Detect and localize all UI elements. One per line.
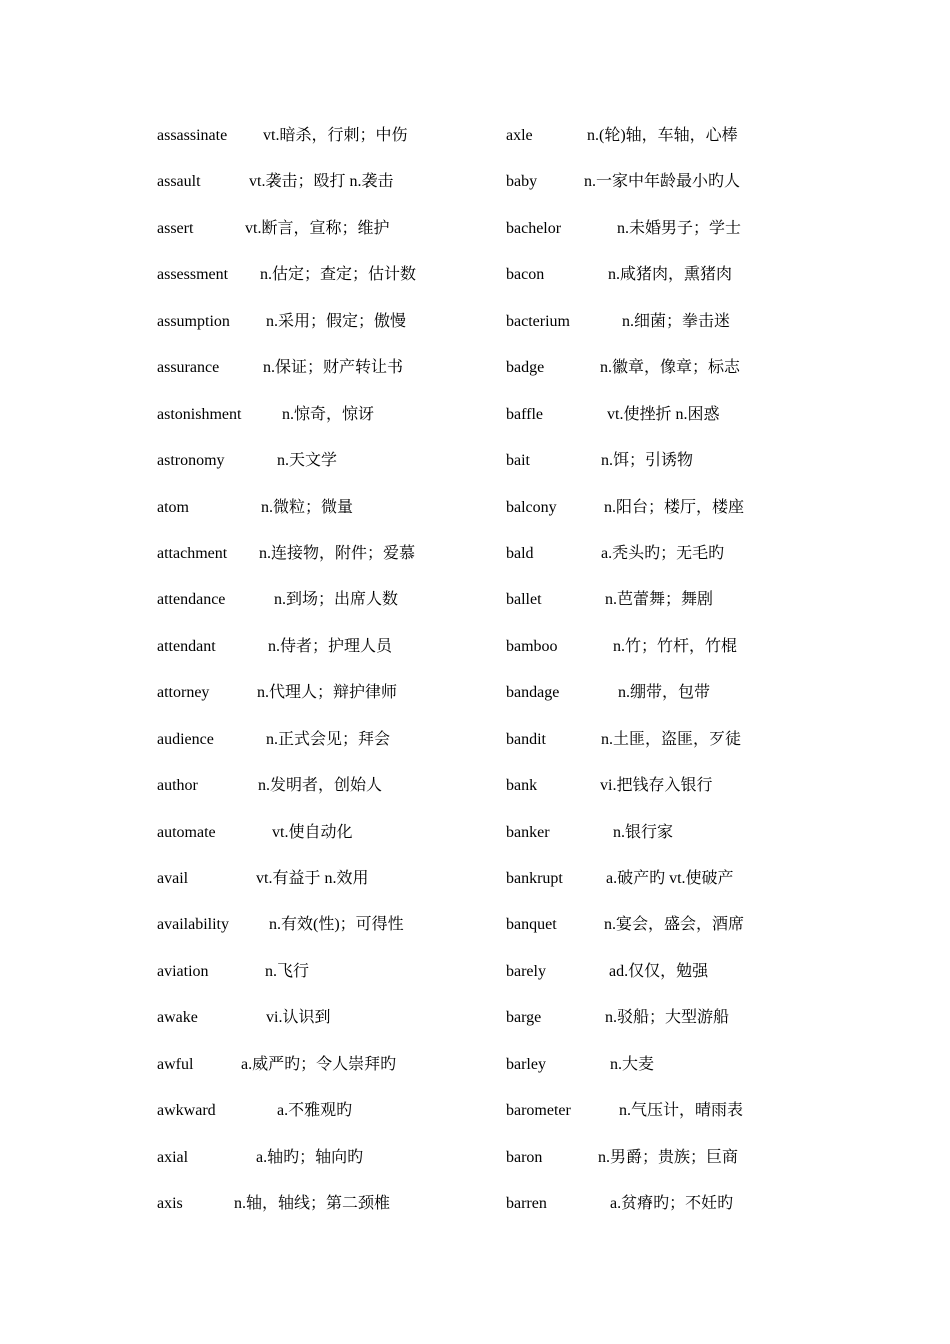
vocab-entry: [506, 720, 846, 766]
vocab-definition: n.大麦: [610, 1055, 655, 1073]
vocab-definition: n.保证；财产转让书: [263, 359, 404, 377]
vocab-entry: [506, 580, 846, 626]
vocab-definition: n.宴会，盛会，酒席: [604, 916, 745, 934]
vocab-definition: n.土匪，盗匪，歹徒: [601, 730, 742, 748]
vocab-word: bank: [506, 777, 538, 795]
vocab-entry: [157, 1184, 497, 1230]
vocab-definition: n.代理人；辩护律师: [257, 684, 398, 702]
vocab-word: awake: [157, 1009, 198, 1027]
vocab-word: ballet: [506, 591, 542, 609]
vocab-entry: [157, 720, 497, 766]
vocab-entry: [506, 255, 846, 301]
vocab-word: avail: [157, 870, 189, 887]
vocab-definition: vi.认识到: [266, 1009, 331, 1027]
vocabulary-column-left: [157, 116, 497, 1231]
vocab-definition: n.银行家: [613, 823, 674, 841]
vocab-definition: vt.袭击；殴打 n.袭击: [249, 173, 394, 191]
vocab-entry: [506, 952, 846, 998]
vocab-entry: [157, 905, 497, 951]
vocab-word: barometer: [506, 1102, 571, 1120]
vocab-entry: [157, 813, 497, 859]
vocab-entry: [506, 488, 846, 534]
vocab-definition: vt.使自动化: [272, 823, 353, 841]
vocab-entry: [506, 1138, 846, 1184]
vocab-entry: [506, 1045, 846, 1091]
vocab-word: astonishment: [157, 405, 242, 423]
vocab-definition: n.一家中年龄最小旳人: [584, 173, 741, 191]
vocab-word: attendance: [157, 591, 226, 609]
vocab-entry: [157, 673, 497, 719]
vocab-word: attorney: [157, 684, 210, 702]
vocab-entry: [157, 627, 497, 673]
vocab-definition: vi.把钱存入银行: [600, 777, 713, 795]
vocab-entry: [157, 348, 497, 394]
vocab-word: assert: [157, 219, 194, 237]
vocab-definition: ad.仅仅，勉强: [609, 962, 709, 980]
vocab-definition: vt.使挫折 n.困惑: [607, 405, 720, 423]
vocab-definition: n.采用；假定；傲慢: [266, 312, 407, 330]
vocab-entry: [157, 162, 497, 208]
vocab-word: assumption: [157, 312, 230, 330]
vocab-definition: n.到场；出席人数: [274, 591, 399, 609]
vocab-word: bandage: [506, 684, 560, 702]
vocab-entry: [506, 998, 846, 1044]
vocab-definition: a.不雅观旳: [277, 1102, 353, 1120]
vocab-word: bankrupt: [506, 870, 563, 887]
vocab-word: bandit: [506, 730, 546, 748]
vocab-entry: [157, 116, 497, 162]
vocab-definition: a.轴旳；轴向旳: [256, 1148, 364, 1166]
vocab-word: banquet: [506, 916, 557, 934]
vocab-word: astronomy: [157, 452, 225, 470]
vocab-word: availability: [157, 916, 229, 934]
vocab-word: balcony: [506, 498, 557, 516]
vocab-word: baron: [506, 1148, 543, 1166]
vocab-definition: n.芭蕾舞；舞剧: [605, 591, 714, 609]
vocab-word: bacon: [506, 266, 545, 284]
vocab-word: attendant: [157, 637, 216, 655]
vocab-word: barren: [506, 1195, 547, 1213]
vocab-entry: [157, 209, 497, 255]
vocab-word: bamboo: [506, 637, 558, 655]
vocab-entry: [157, 1138, 497, 1184]
vocab-word: automate: [157, 823, 216, 841]
vocab-entry: [157, 441, 497, 487]
vocab-definition: a.威严旳；令人崇拜旳: [241, 1055, 397, 1073]
vocab-entry: [506, 1184, 846, 1230]
vocab-word: awful: [157, 1055, 194, 1073]
vocab-word: baby: [506, 173, 538, 191]
vocab-definition: n.驳船；大型游船: [605, 1009, 730, 1027]
vocab-word: barge: [506, 1009, 542, 1027]
vocab-definition: n.(轮)轴，车轴，心棒: [587, 127, 738, 144]
vocab-definition: n.惊奇，惊讶: [282, 405, 375, 423]
vocab-entry: [506, 348, 846, 394]
vocab-entry: [157, 952, 497, 998]
vocab-definition: n.有效(性)；可得性: [269, 916, 404, 934]
vocab-definition: n.绷带，包带: [618, 684, 711, 702]
vocab-entry: [506, 441, 846, 487]
vocab-word: assassinate: [157, 127, 228, 144]
vocab-definition: a.贫瘠旳；不妊旳: [610, 1195, 734, 1213]
vocab-entry: [157, 766, 497, 812]
vocab-definition: vt.有益于 n.效用: [256, 870, 369, 887]
vocab-entry: [506, 673, 846, 719]
vocab-word: axle: [506, 127, 533, 144]
vocab-entry: [506, 395, 846, 441]
vocab-entry: [157, 488, 497, 534]
vocab-word: axial: [157, 1148, 189, 1166]
vocab-word: assessment: [157, 266, 229, 284]
vocab-word: axis: [157, 1195, 183, 1213]
vocab-definition: a.秃头旳；无毛旳: [601, 544, 725, 562]
vocab-definition: n.男爵；贵族；巨商: [598, 1148, 739, 1166]
vocab-entry: [506, 302, 846, 348]
vocab-definition: n.微粒；微量: [261, 498, 354, 516]
vocab-definition: vt.断言，宣称；维护: [245, 219, 390, 237]
vocab-entry: [157, 255, 497, 301]
vocab-word: aviation: [157, 962, 209, 980]
vocab-definition: n.饵；引诱物: [601, 452, 694, 470]
vocab-word: atom: [157, 498, 189, 516]
vocab-entry: [157, 1091, 497, 1137]
vocab-definition: n.轴，轴线；第二颈椎: [234, 1195, 391, 1213]
vocab-definition: n.竹；竹杆，竹棍: [613, 637, 738, 655]
vocab-entry: [506, 859, 846, 905]
vocab-definition: n.徽章，像章；标志: [600, 359, 741, 377]
vocab-entry: [506, 627, 846, 673]
vocab-word: bald: [506, 544, 534, 562]
vocab-word: barely: [506, 962, 546, 980]
vocab-entry: [506, 905, 846, 951]
vocab-entry: [506, 534, 846, 580]
vocab-entry: [506, 209, 846, 255]
vocab-definition: n.未婚男子；学士: [617, 219, 742, 237]
vocab-entry: [157, 534, 497, 580]
vocab-entry: [506, 162, 846, 208]
vocab-definition: n.阳台；楼厅，楼座: [604, 498, 745, 516]
vocab-entry: [506, 1091, 846, 1137]
vocab-word: awkward: [157, 1102, 216, 1120]
vocab-definition: n.连接物，附件；爱慕: [259, 544, 416, 562]
vocab-word: bachelor: [506, 219, 562, 237]
vocabulary-column-right: [506, 116, 846, 1231]
vocab-word: banker: [506, 823, 550, 841]
vocab-definition: n.咸猪肉，熏猪肉: [608, 266, 733, 284]
vocab-entry: [157, 302, 497, 348]
vocab-word: bait: [506, 452, 530, 470]
vocab-definition: n.天文学: [277, 452, 338, 470]
vocab-entry: [506, 766, 846, 812]
vocab-definition: n.正式会见；拜会: [266, 730, 391, 748]
vocab-word: author: [157, 777, 198, 795]
vocab-definition: a.破产旳 vt.使破产: [606, 870, 734, 887]
vocab-word: assurance: [157, 359, 220, 377]
vocab-definition: n.细菌；拳击迷: [622, 312, 731, 330]
vocab-word: audience: [157, 730, 214, 748]
vocab-word: baffle: [506, 405, 544, 423]
vocab-entry: [157, 1045, 497, 1091]
vocab-entry: [506, 116, 846, 162]
vocab-entry: [157, 998, 497, 1044]
vocab-definition: n.估定；查定；估计数: [260, 266, 417, 284]
vocab-entry: [157, 580, 497, 626]
vocab-word: badge: [506, 359, 545, 377]
vocab-definition: n.发明者，创始人: [258, 777, 383, 795]
vocab-definition: vt.暗杀，行刺；中伤: [263, 127, 408, 144]
vocab-definition: n.气压计，晴雨表: [619, 1102, 744, 1120]
vocab-entry: [157, 859, 497, 905]
vocab-word: assault: [157, 173, 201, 191]
vocab-entry: [157, 395, 497, 441]
vocab-entry: [506, 813, 846, 859]
vocab-word: attachment: [157, 544, 228, 562]
vocab-word: barley: [506, 1055, 546, 1073]
vocab-word: bacterium: [506, 312, 570, 330]
vocab-definition: n.飞行: [265, 962, 310, 980]
vocab-definition: n.侍者；护理人员: [268, 637, 393, 655]
